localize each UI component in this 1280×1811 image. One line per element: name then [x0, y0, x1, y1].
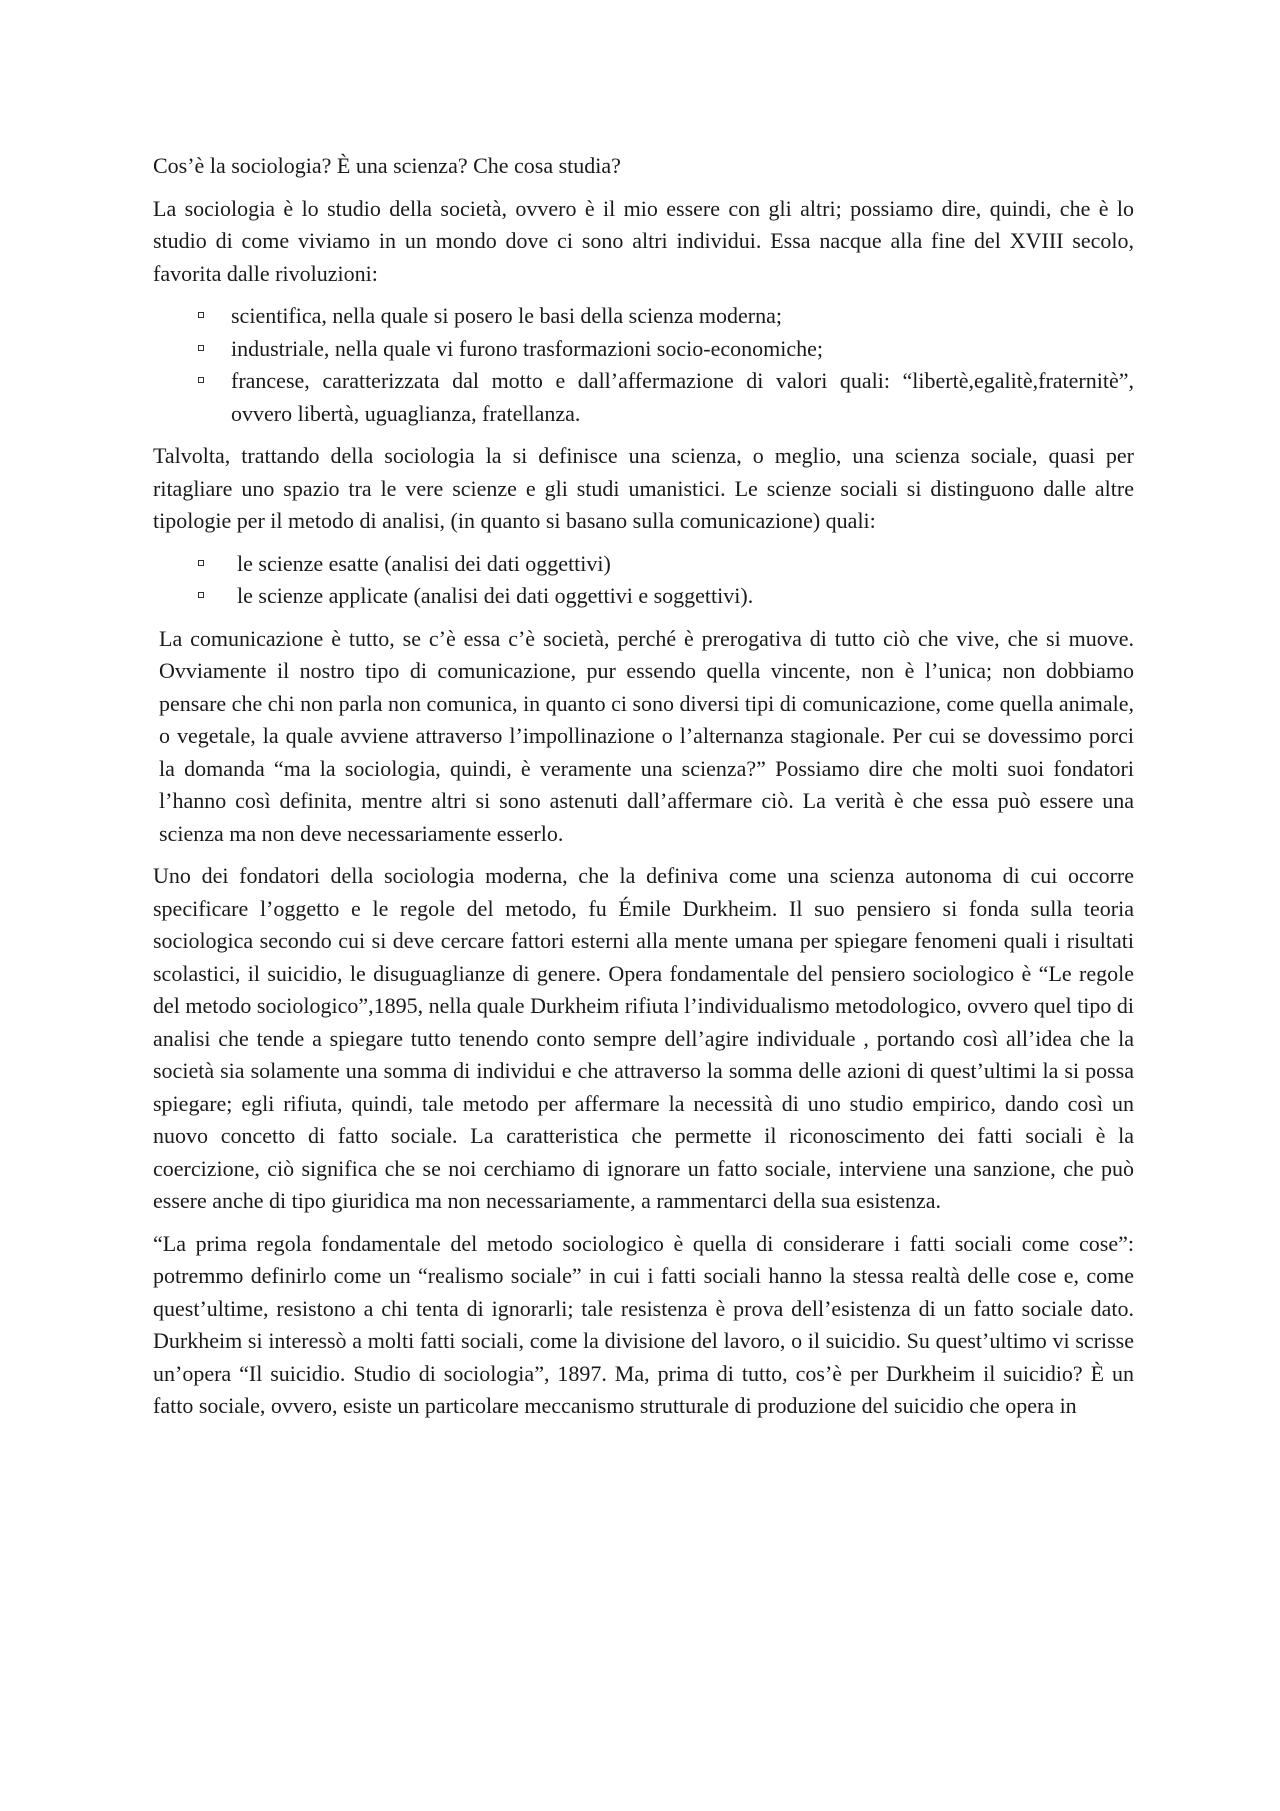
- square-bullet-icon: [198, 345, 204, 351]
- square-bullet-icon: [198, 592, 204, 598]
- list-item: le scienze applicate (analisi dei dati oggettivi e soggettivi).: [153, 580, 1134, 613]
- paragraph-social-science: Talvolta, trattando della sociologia la si definisce una scienza, o meglio, una scienza sociale, quasi per ritagliare uno spazio tra le vere scienze e gli studi umanistici. Le scienze sociali si distinguono dalle altre tipologie per il metodo di analisi, (in quanto si basano sulla comunicazione) quali:: [153, 443, 1134, 533]
- list-item: le scienze esatte (analisi dei dati oggettivi): [153, 548, 1134, 581]
- paragraph-intro: La sociologia è lo studio della società, ovvero è il mio essere con gli altri; possiamo dire, quindi, che è lo studio di come viviamo in un mondo dove ci sono altri individui. Essa nacque alla fine del XVIII secolo, favorita dalle rivoluzioni:: [153, 195, 1134, 286]
- square-bullet-icon: [198, 560, 204, 566]
- list-item: francese, caratterizzata dal motto e dall’affermazione di valori quali: “libertè,egalitè,fraternitè”, ovvero libertà, uguaglianza, fratellanza.: [153, 365, 1134, 430]
- document-page: [153, 150, 1134, 1433]
- paragraph-first-rule: “La prima regola fondamentale del metodo sociologico è quella di considerare i fatti sociali come cose”: potremmo definirlo come un “realismo sociale” in cui i fatti sociali hanno la stessa realtà delle cose e, come quest’ultime, resistono a chi tenta di ignorarli; tale resistenza è prova dell’esistenza di un fatto sociale dato. Durkheim si interessò a molti fatti sociali, come la divisione del lavoro, o il suicidio. Su quest’ultimo vi scrisse un’opera “Il suicidio. Studio di sociologia”, 1897. Ma, prima di tutto, cos’è per Durkheim il suicidio? È un fatto sociale, ovvero, esiste un particolare meccanismo strutturale di produzione del suicidio che opera in: [153, 1230, 1134, 1418]
- square-bullet-icon: [198, 312, 204, 318]
- sciences-list: [153, 548, 1134, 613]
- list-item: industriale, nella quale vi furono trasformazioni socio-economiche;: [153, 333, 1134, 366]
- paragraph-communication: La comunicazione è tutto, se c’è essa c’è società, perché è prerogativa di tutto ciò che vive, che si muove. Ovviamente il nostro tipo di comunicazione, pur essendo quella vincente, non è l’unica; non dobbiamo pensare che chi non parla non comunica, in quanto ci sono diversi tipi di comunicazione, come quella animale, o vegetale, la quale avviene attraverso l’impollinazione o l’alternanza stagionale. Per cui se dovessimo porci la domanda “ma la sociologia, quindi, è veramente una scienza?” Possiamo dire che molti suoi fondatori l’hanno così definita, mentre altri si sono astenuti dall’affermare ciò. La verità è che essa può essere una scienza ma non deve necessariamente esserlo.: [159, 625, 1135, 846]
- square-bullet-icon: [198, 377, 204, 383]
- revolutions-list: [153, 300, 1134, 430]
- paragraph-durkheim: Uno dei fondatori della sociologia moderna, che la definiva come una scienza autonoma di cui occorre specificare l’oggetto e le regole del metodo, fu Émile Durkheim. Il suo pensiero si fonda sulla teoria sociologica secondo cui si deve cercare fattori esterni alla mente umana per spiegare fenomeni quali i risultati scolastici, il suicidio, le disuguaglianze di genere. Opera fondamentale del pensiero sociologico è “Le regole del metodo sociologico”,1895, nella quale Durkheim rifiuta l’individualismo metodologico, ovvero quel tipo di analisi che tende a spiegare tutto tenendo conto sempre dell’agire individuale , portando così all’idea che la società sia solamente una somma di individui e che attraverso la somma delle azioni di quest’ultimi la si possa spiegare; egli rifiuta, quindi, tale metodo per affermare la necessità di uno studio empirico, dando così un nuovo concetto di fatto sociale. La caratteristica che permette il riconoscimento dei fatti sociali è la coercizione, ciò significa che se noi cerchiamo di ignorare un fatto sociale, interviene una sanzione, che può essere anche di tipo giuridica ma non necessariamente, a rammentarci della sua esistenza.: [153, 863, 1134, 1213]
- list-item: scientifica, nella quale si posero le basi della scienza moderna;: [153, 300, 1134, 333]
- document-title: Cos’è la sociologia? È una scienza? Che cosa studia?: [153, 153, 621, 178]
